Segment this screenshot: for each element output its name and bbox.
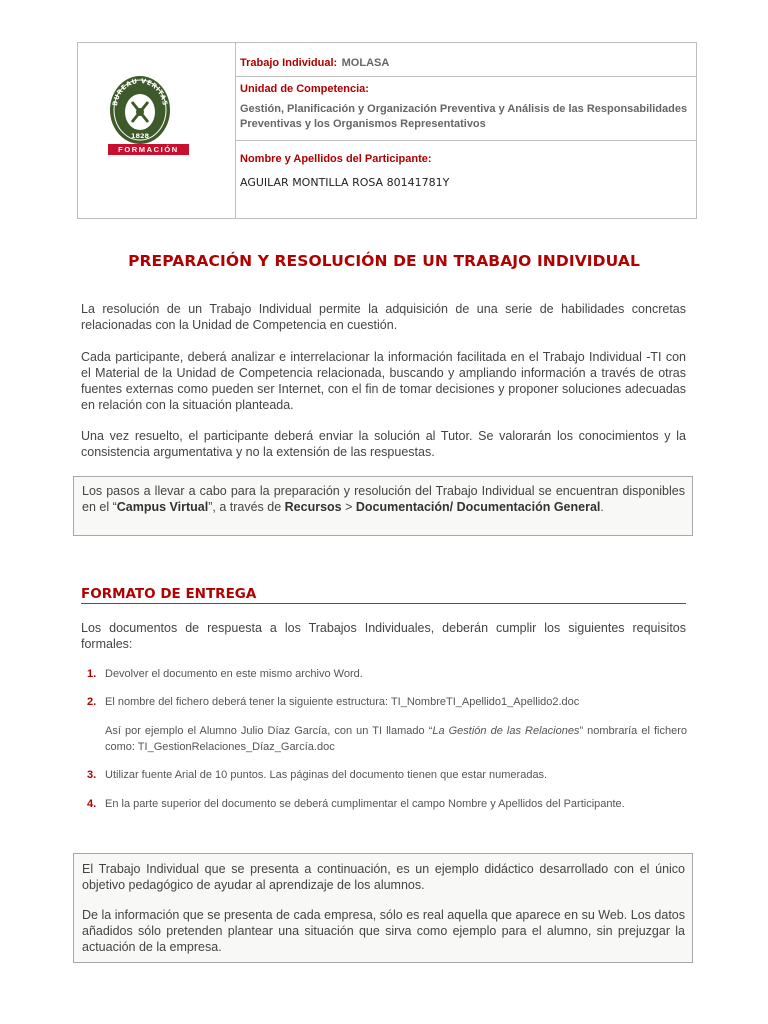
- participante-value: AGUILAR MONTILLA ROSA 80141781Y: [240, 176, 450, 189]
- list-text: El nombre del fichero deberá tener la siguiente estructura: TI_NombreTI_Apellido1_Apellido2.doc: [105, 696, 580, 708]
- steps-text: ”, a través de: [208, 500, 285, 514]
- recursos-text: Recursos: [284, 500, 342, 514]
- steps-box: [73, 476, 693, 536]
- list-text: Devolver el documento en este mismo archivo Word.: [105, 668, 363, 680]
- seal-year: 1828: [130, 132, 150, 140]
- competencia-value: Gestión, Planificación y Organización Preventiva y Análisis de las Responsabilidades Preventivas y los Organismos Representativos: [240, 103, 688, 130]
- example-italic: La Gestión de las Relaciones: [432, 725, 580, 737]
- trabajo-value: MOLASA: [341, 57, 390, 69]
- section-intro: Los documentos de respuesta a los Trabajos Individuales, deberán cumplir los siguientes requisitos formales:: [81, 621, 686, 651]
- competencia-label: Unidad de Competencia:: [240, 83, 369, 95]
- paragraph-submission: Una vez resuelto, el participante deberá enviar la solución al Tutor. Se valorarán los conocimientos y la consistencia argumentativa y no la extensión de las respuestas.: [81, 429, 686, 459]
- disclaimer-paragraph: De la información que se presenta de cada empresa, sólo es real aquella que aparece en su Web. Los datos añadidos sólo pretenden plantear una situación que sirva como ejemplo para el alumno, sin prejuzgar la actuación de la empresa.: [82, 908, 685, 954]
- section-title: FORMATO DE ENTREGA: [81, 586, 686, 604]
- trabajo-label: Trabajo Individual:: [240, 57, 338, 69]
- disclaimer-paragraph: El Trabajo Individual que se presenta a continuación, es un ejemplo didáctico desarrollado con el único objetivo pedagógico de ayudar al aprendizaje de los alumnos.: [82, 862, 685, 892]
- list-number: 4.: [87, 798, 97, 810]
- list-number: 1.: [87, 668, 97, 680]
- bureau-veritas-seal-icon: [107, 70, 173, 146]
- header-row-trabajo: [236, 43, 696, 77]
- participante-label: Nombre y Apellidos del Participante:: [240, 153, 432, 165]
- logo-cell: [78, 43, 236, 218]
- list-text: En la parte superior del documento se deberá cumplimentar el campo Nombre y Apellidos del Participante.: [105, 798, 625, 810]
- example-part: ” nombraría el fichero como: TI_GestionRelaciones_Díaz_García.doc: [105, 725, 687, 753]
- list-item: [87, 767, 687, 783]
- info-cell: [236, 43, 696, 218]
- header-table: [77, 42, 697, 219]
- page-title: PREPARACIÓN Y RESOLUCIÓN DE UN TRABAJO INDIVIDUAL: [128, 252, 640, 270]
- steps-text: Los pasos a llevar a cabo para la preparación y resolución del Trabajo Individual se encuentran disponibles en el “: [82, 484, 685, 514]
- list-text: Utilizar fuente Arial de 10 puntos. Las páginas del documento tienen que estar numeradas.: [105, 769, 548, 781]
- paragraph-analysis: Cada participante, deberá analizar e interrelacionar la información facilitada en el Trabajo Individual -TI con el Material de la Unidad de Competencia relacionada, buscando y ampliando información a través de otras fuentes externas como pueden ser Internet, con el fin de tomar decisiones y proponer soluciones adecuadas en relación con la situación planteada.: [81, 350, 686, 412]
- disclaimer-box: [73, 853, 693, 963]
- steps-text: .: [600, 500, 604, 514]
- list-item: [87, 666, 687, 682]
- list-number: 2.: [87, 696, 97, 708]
- steps-text: >: [341, 500, 356, 514]
- campus-virtual-text: Campus Virtual: [116, 500, 209, 514]
- list-item: [87, 694, 687, 710]
- paragraph-intro: La resolución de un Trabajo Individual permite la adquisición de una serie de habilidades concretas relacionadas con la Unidad de Competencia en cuestión.: [81, 302, 686, 332]
- example-text: [105, 723, 687, 755]
- list-item: [87, 796, 687, 812]
- header-row-competencia: [236, 77, 696, 141]
- header-row-participante: [236, 141, 696, 218]
- documentacion-text: Documentación/ Documentación General: [355, 500, 601, 514]
- seal-text: BUREAU VERITAS: [111, 76, 169, 107]
- formacion-label: FORMACIÓN: [108, 144, 189, 155]
- list-number: 3.: [87, 769, 97, 781]
- example-part: Así por ejemplo el Alumno Julio Díaz García, con un TI llamado “: [105, 725, 433, 737]
